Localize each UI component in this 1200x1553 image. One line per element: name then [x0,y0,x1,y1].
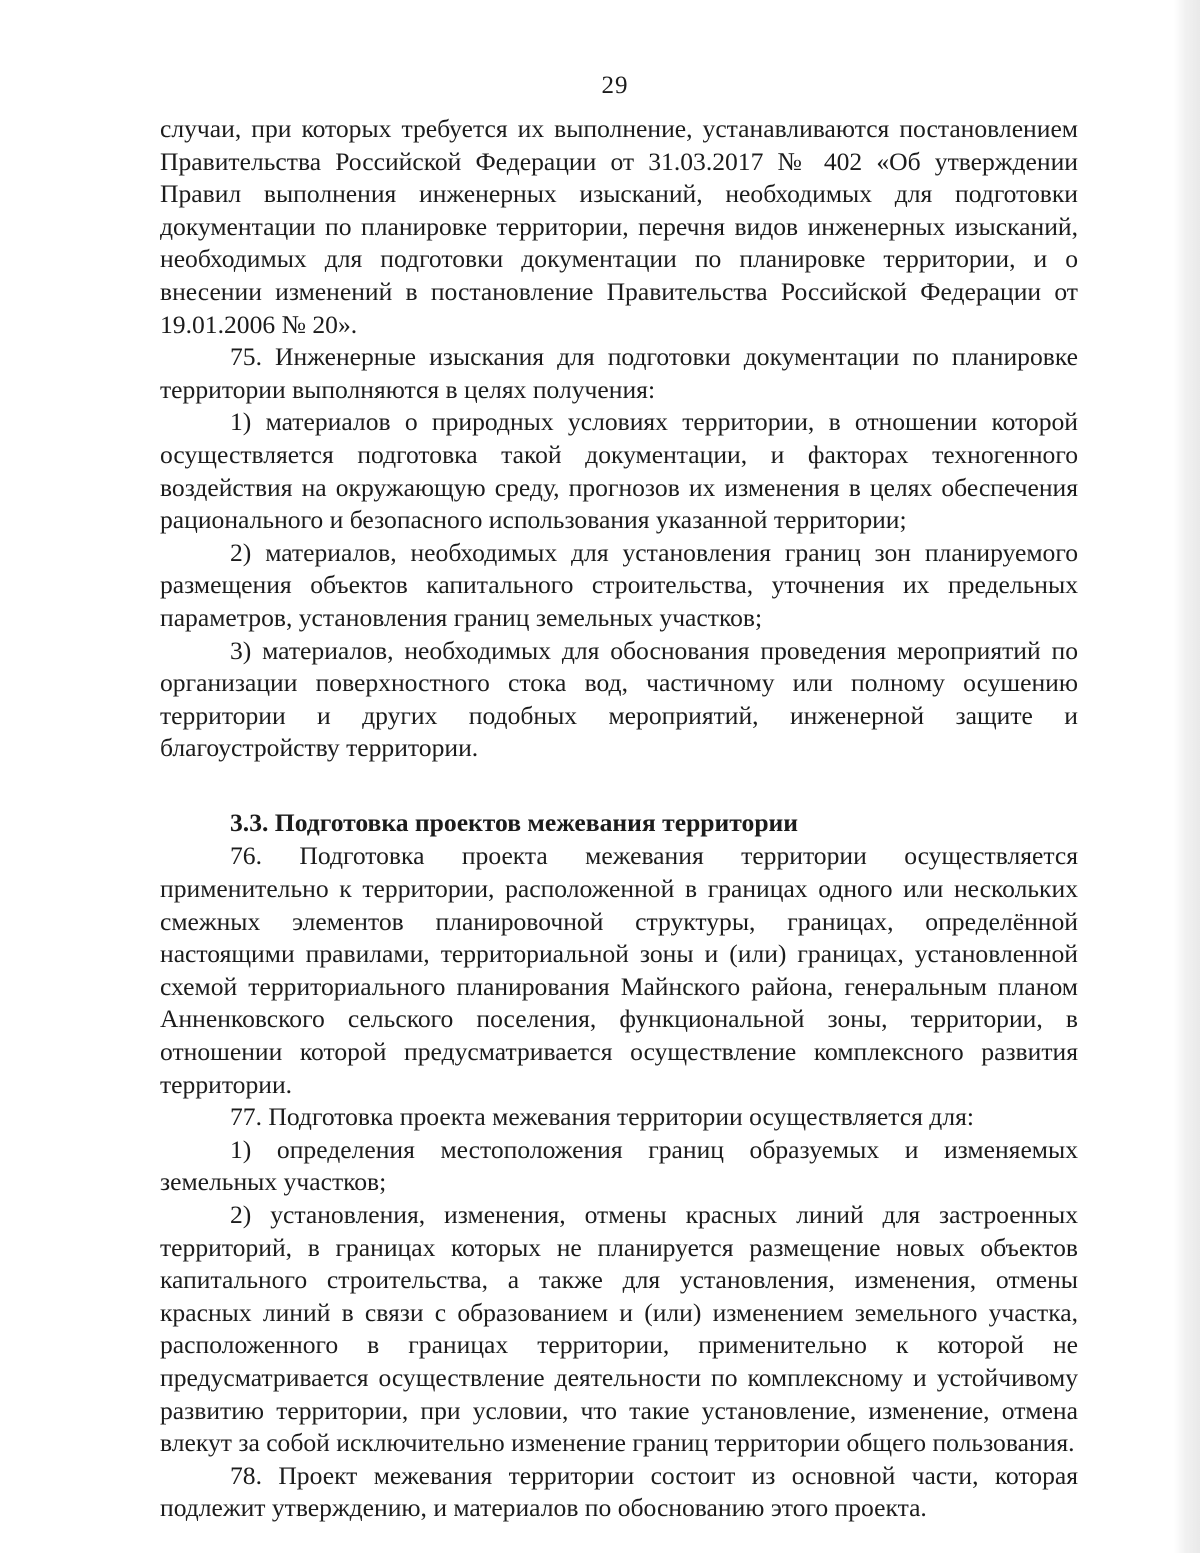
paragraph-78: 78. Проект межевания территории состоит из основной части, которая подлежит утверждению, и материалов по обоснованию этого проекта. [160,1460,1078,1523]
list-item-75-1: 1) материалов о природных условиях территории, в отношении которой осуществляется подготовка такой документации, и факторах техногенного воздействия на окружающую среду, прогнозов их изменения в целях обеспечения рационального и безопасного использования указанной территории; [160,407,1078,535]
list-item-75-3: 3) материалов, необходимых для обоснования проведения мероприятий по организации поверхностного стока вод, частичному или полному осушению территории и других подобных мероприятий, инженерной защите и благоустройству территории. [160,635,1078,763]
paragraph-77: 77. Подготовка проекта межевания территории осуществляется для: [230,1102,974,1132]
paragraph-76: 76. Подготовка проекта межевания территории осуществляется применительно к территории, расположенной в границах одного или нескольких смежных элементов планировочной структуры, границах, определённой настоящими правилами, территориальной зоны и (или) границах, установленной схемой территориального планирования Майнского района, генеральным планом Анненковского сельского поселения, функциональной зоны, территории, в отношении которой предусматривается осуществление комплексного развития территории. [160,841,1078,1099]
section-heading: 3.3. Подготовка проектов межевания территории [230,807,799,837]
page-number: 29 [601,72,629,99]
paragraph-continuation: случаи, при которых требуется их выполнение, устанавливаются постановлением Правительства Российской Федерации от 31.03.2017 № 402 «Об утверждении Правил выполнения инженерных изысканий, необходимых для подготовки документации по планировке территории, перечня видов инженерных изысканий, необходимых для подготовки документации по планировке территории, и о внесении изменений в постановление Правительства Российской Федерации от 19.01.2006 № 20». [160,114,1078,339]
document-body [160,113,1078,1525]
paragraph-75: 75. Инженерные изыскания для подготовки документации по планировке территории выполняются в целях получения: [160,342,1078,404]
list-item-77-1: 1) определения местоположения границ образуемых и изменяемых земельных участков; [160,1134,1078,1197]
list-item-75-2: 2) материалов, необходимых для установления границ зон планируемого размещения объектов капитального строительства, уточнения их предельных параметров, установления границ земельных участков; [160,537,1078,632]
scan-edge-shadow [1174,0,1200,1553]
list-item-77-2: 2) установления, изменения, отмены красных линий для застроенных территорий, в границах которых не планируется размещение новых объектов капитального строительства, а также для установления, изменения, отмены красных линий в связи с образованием и (или) изменением земельного участка, расположенного в границах территории, применительно к которой не предусматривается осуществление деятельности по комплексному и устойчивому развитию территории, при условии, что такие установление, изменение, отмена влекут за собой исключительно изменение границ территории общего пользования. [160,1200,1078,1458]
